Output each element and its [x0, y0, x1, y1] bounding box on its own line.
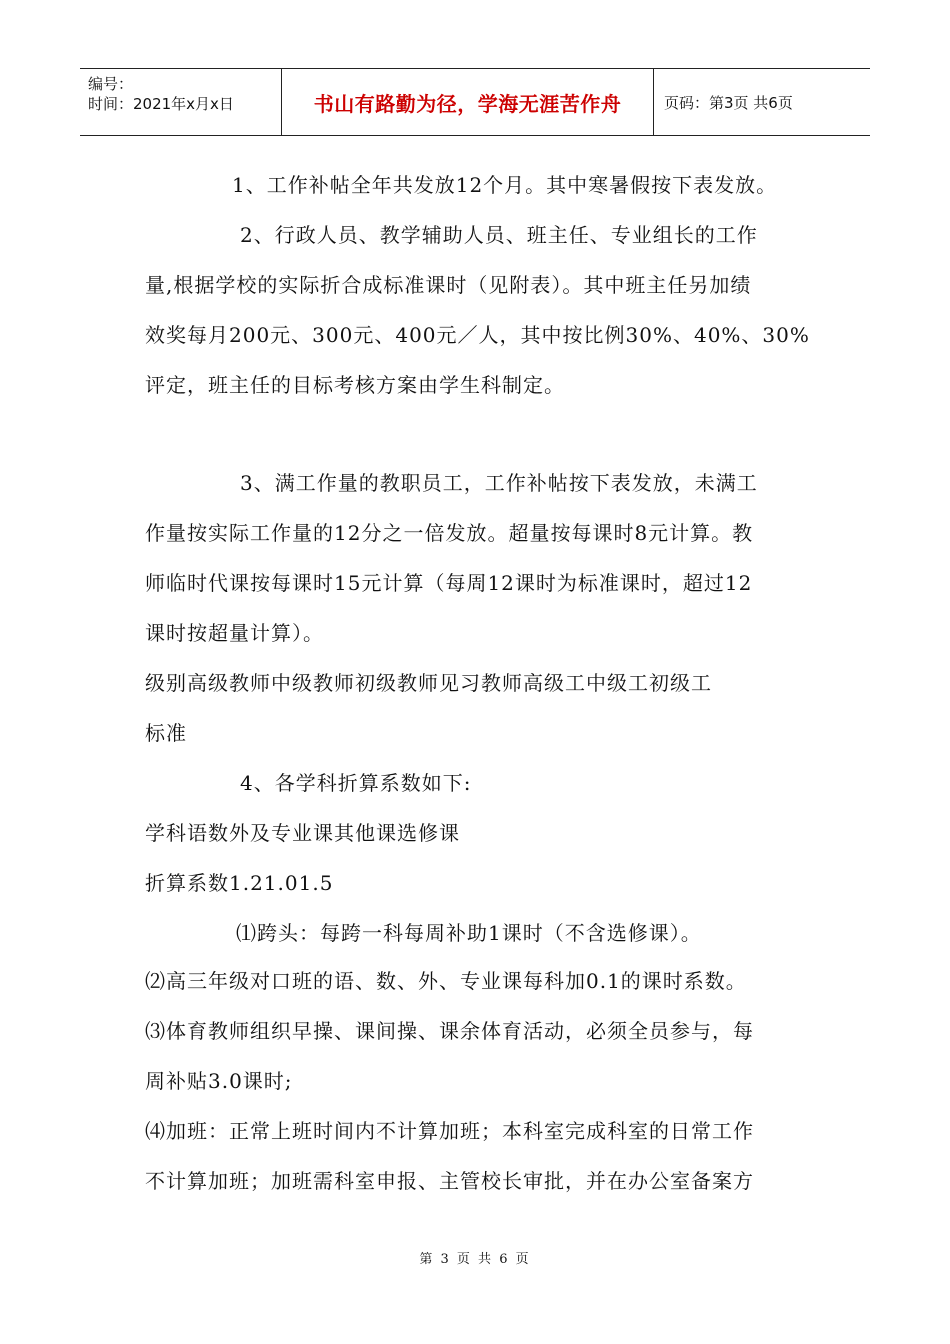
- body-line: 2、行政人员、教学辅助人员、班主任、专业组长的工作: [240, 223, 758, 247]
- body-line: 级别高级教师中级教师初级教师见习教师高级工中级工初级工: [145, 671, 712, 695]
- header-motto: 书山有路勤为径，学海无涯苦作舟: [313, 91, 622, 116]
- body-line: 评定，班主任的目标考核方案由学生科制定。: [145, 373, 565, 397]
- page-footer: 第 3 页 共 6 页: [419, 1252, 531, 1267]
- body-line: 量,根据学校的实际折合成标准课时（见附表）。其中班主任另加绩: [145, 273, 752, 297]
- header-motto-cell: [282, 69, 654, 135]
- body-line: 不计算加班；加班需科室申报、主管校长审批，并在办公室备案方: [145, 1169, 754, 1193]
- body-line: 效奖每月200元、300元、400元／人，其中按比例30%、40%、30%: [145, 323, 810, 347]
- header-meta: [80, 69, 282, 135]
- body-line: ⑶体育教师组织早操、课间操、课余体育活动，必须全员参与，每: [145, 1019, 754, 1043]
- body-line: 1、工作补帖全年共发放12个月。其中寒暑假按下表发放。: [232, 173, 778, 197]
- body-line: ⑴跨头：每跨一科每周补助1课时（不含选修课）。: [236, 921, 702, 945]
- body-line: 作量按实际工作量的12分之一倍发放。超量按每课时8元计算。教: [145, 521, 754, 545]
- body-line: 标准: [145, 721, 187, 745]
- body-line: 周补贴3.0课时;: [145, 1069, 293, 1093]
- document-number: 编号：: [88, 75, 134, 93]
- header-page-cell: [654, 69, 870, 135]
- body-line: ⑷加班：正常上班时间内不计算加班；本科室完成科室的日常工作: [145, 1119, 754, 1143]
- body-line: 4、各学科折算系数如下:: [240, 771, 472, 795]
- body-line: 学科语数外及专业课其他课选修课: [145, 821, 460, 845]
- body-line: 3、满工作量的教职员工，工作补帖按下表发放，未满工: [240, 471, 758, 495]
- body-line: 折算系数1.21.01.5: [145, 871, 334, 895]
- header-page-number: 页码：第3页 共6页: [664, 93, 793, 112]
- document-date: 时间：2021年x月x日: [88, 95, 234, 113]
- body-line: 课时按超量计算）。: [145, 621, 324, 645]
- body-line: 师临时代课按每课时15元计算（每周12课时为标准课时，超过12: [145, 571, 753, 595]
- body-line: ⑵高三年级对口班的语、数、外、专业课每科加0.1的课时系数。: [145, 969, 747, 993]
- page-header: [80, 68, 870, 136]
